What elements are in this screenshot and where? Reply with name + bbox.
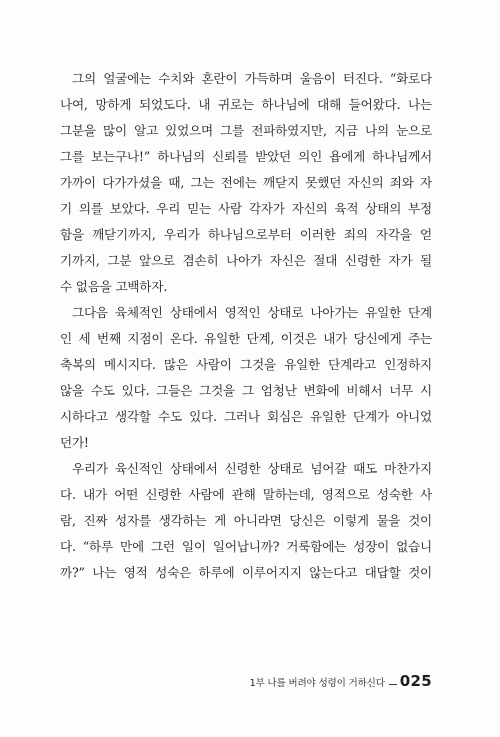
text-line: 인 세 번째 지점이 온다. 유일한 단계, 이것은 내가 당신에게 주는 [60,331,432,346]
text-line: 그분을 많이 알고 있었으며 그를 전파하였지만, 지금 나의 눈으로 [60,123,432,138]
text-line: 축복의 메시지다. 많은 사람이 그것을 유일한 단계라고 인정하지 [60,357,432,372]
text-line: 람, 진짜 성자를 생각하는 게 아니라면 당신은 이렇게 물을 것이 [60,513,432,528]
text-line: 그다음 육체적인 상태에서 영적인 상태로 나아가는 유일한 단계 [72,305,432,320]
body-text [60,66,432,586]
text-line: 시하다고 생각할 수도 있다. 그러나 회심은 유일한 단계가 아니었 [60,409,432,424]
text-line: 기까지, 그분 앞으로 겸손히 나아가 자신은 절대 신령한 자가 될 [60,253,432,268]
text-line: 다. 내가 어떤 신령한 사람에 관해 말하는데, 영적으로 성숙한 사 [60,487,432,502]
text-line: 우리가 육신적인 상태에서 신령한 상태로 넘어갈 때도 마찬가지 [72,461,432,476]
paragraph-3 [60,456,432,586]
text-line: 않을 수도 있다. 그들은 그것을 그 엄청난 변화에 비해서 너무 시 [60,383,432,398]
page-number: 025 [399,672,432,690]
paragraph-2 [60,300,432,456]
text-line: 나여, 망하게 되었도다. 내 귀로는 하나님에 대해 들어왔다. 나는 [60,97,432,112]
running-head: 1부 나를 버려야 성령이 거하신다 [249,678,385,689]
text-line: 기 의를 보았다. 우리 믿는 사람 각자가 자신의 육적 상태의 부정 [60,201,432,216]
paragraph-1 [60,66,432,300]
text-line: 수 없음을 고백하자. [60,279,168,294]
text-line: 함을 깨닫기까지, 우리가 하나님으로부터 이러한 죄의 자각을 얻 [60,227,432,242]
text-line: 던가! [60,435,89,450]
text-line: 까?” 나는 영적 성숙은 하루에 이루어지지 않는다고 대답할 것이 [60,565,432,580]
text-line: 그를 보는구나!” 하나님의 신뢰를 받았던 의인 욥에게 하나님께서 [60,149,432,164]
footer-separator [389,684,397,685]
text-line: 그의 얼굴에는 수치와 혼란이 가득하며 울음이 터진다. “화로다 [72,71,432,86]
text-line: 가까이 다가가셨을 때, 그는 전에는 깨닫지 못했던 자신의 죄와 자 [60,175,432,190]
page-footer [250,672,432,690]
text-line: 다. “하루 만에 그런 일이 일어납니까? 거룩함에는 성장이 없습니 [60,539,432,554]
